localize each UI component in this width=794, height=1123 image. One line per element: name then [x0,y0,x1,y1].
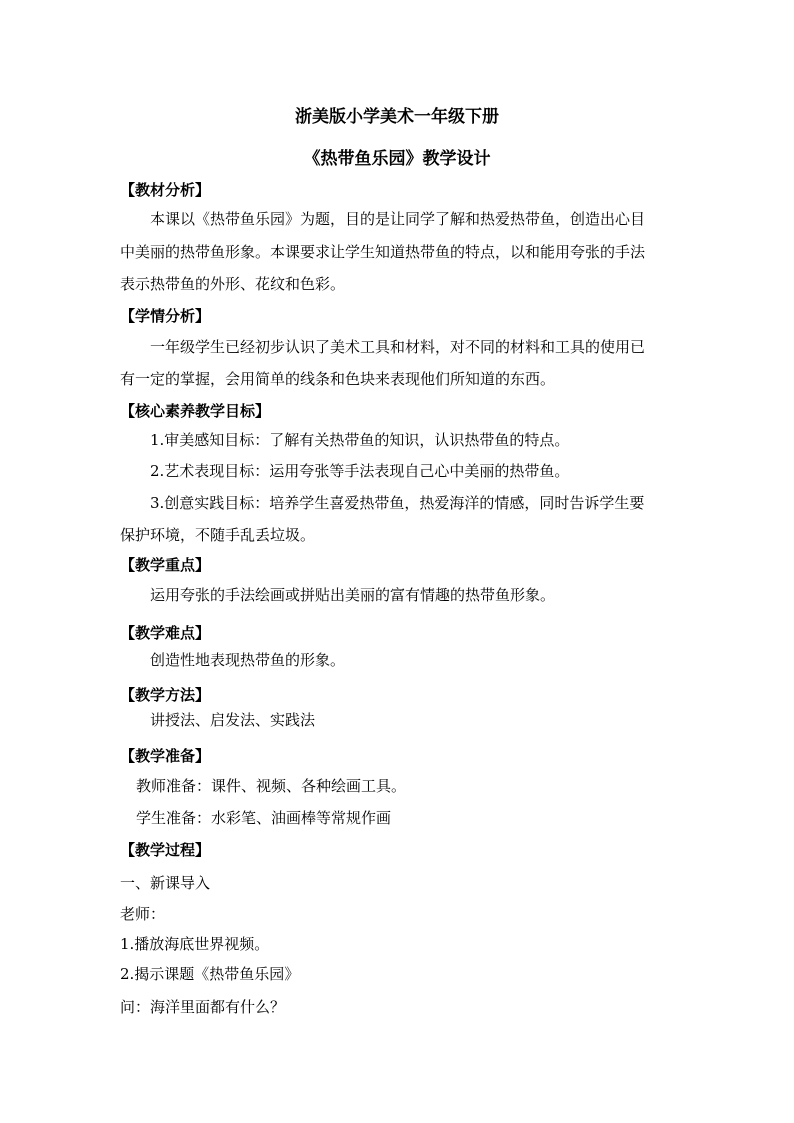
process-line: 1.播放海底世界视频。 [120,935,270,953]
paragraph-line: 讲授法、启发法、实践法 [150,711,316,729]
process-line: 问：海洋里面都有什么？ [120,998,286,1016]
goal-item: 2.艺术表现目标：运用夸张等手法表现自己心中美丽的热带鱼。 [150,462,570,480]
paragraph-line: 表示热带鱼的外形、花纹和色彩。 [120,275,346,293]
process-line: 老师： [120,905,166,923]
paragraph-line: 创造性地表现热带鱼的形象。 [150,651,346,669]
section-heading-core-goals: 【核心素养教学目标】 [120,402,271,420]
section-heading-preparation: 【教学准备】 [120,747,211,765]
process-line: 一、新课导入 [120,874,211,892]
document-title: 浙美版小学美术一年级下册 [295,107,499,127]
paragraph-line: 本课以《热带鱼乐园》为题，目的是让同学了解和热爱热带鱼，创造出心目 [150,210,646,228]
goal-item-continuation: 保护环境，不随手乱丢垃圾。 [120,526,316,544]
paragraph-line: 有一定的掌握，会用简单的线条和色块来表现他们所知道的东西。 [120,370,556,388]
paragraph-line: 一年级学生已经初步认识了美术工具和材料，对不同的材料和工具的使用已 [150,338,646,356]
section-heading-material-analysis: 【教材分析】 [120,181,211,199]
document-subtitle: 《热带鱼乐园》教学设计 [303,149,491,169]
section-heading-key-points: 【教学重点】 [120,556,211,574]
paragraph-line: 中美丽的热带鱼形象。本课要求让学生知道热带鱼的特点，以和能用夸张的手法 [120,243,646,261]
goal-item: 1.审美感知目标：了解有关热带鱼的知识，认识热带鱼的特点。 [150,431,570,449]
process-line: 2.揭示课题《热带鱼乐园》 [120,965,300,983]
preparation-student: 学生准备：水彩笔、油画棒等常规作画 [136,809,392,827]
section-heading-process: 【教学过程】 [120,841,211,859]
section-heading-difficulties: 【教学难点】 [120,624,211,642]
goal-item: 3.创意实践目标：培养学生喜爱热带鱼，热爱海洋的情感，同时告诉学生要 [150,494,645,512]
section-heading-methods: 【教学方法】 [120,686,211,704]
section-heading-student-analysis: 【学情分析】 [120,307,211,325]
paragraph-line: 运用夸张的手法绘画或拼贴出美丽的富有情趣的热带鱼形象。 [150,586,556,604]
preparation-teacher: 教师准备：课件、视频、各种绘画工具。 [136,777,407,795]
